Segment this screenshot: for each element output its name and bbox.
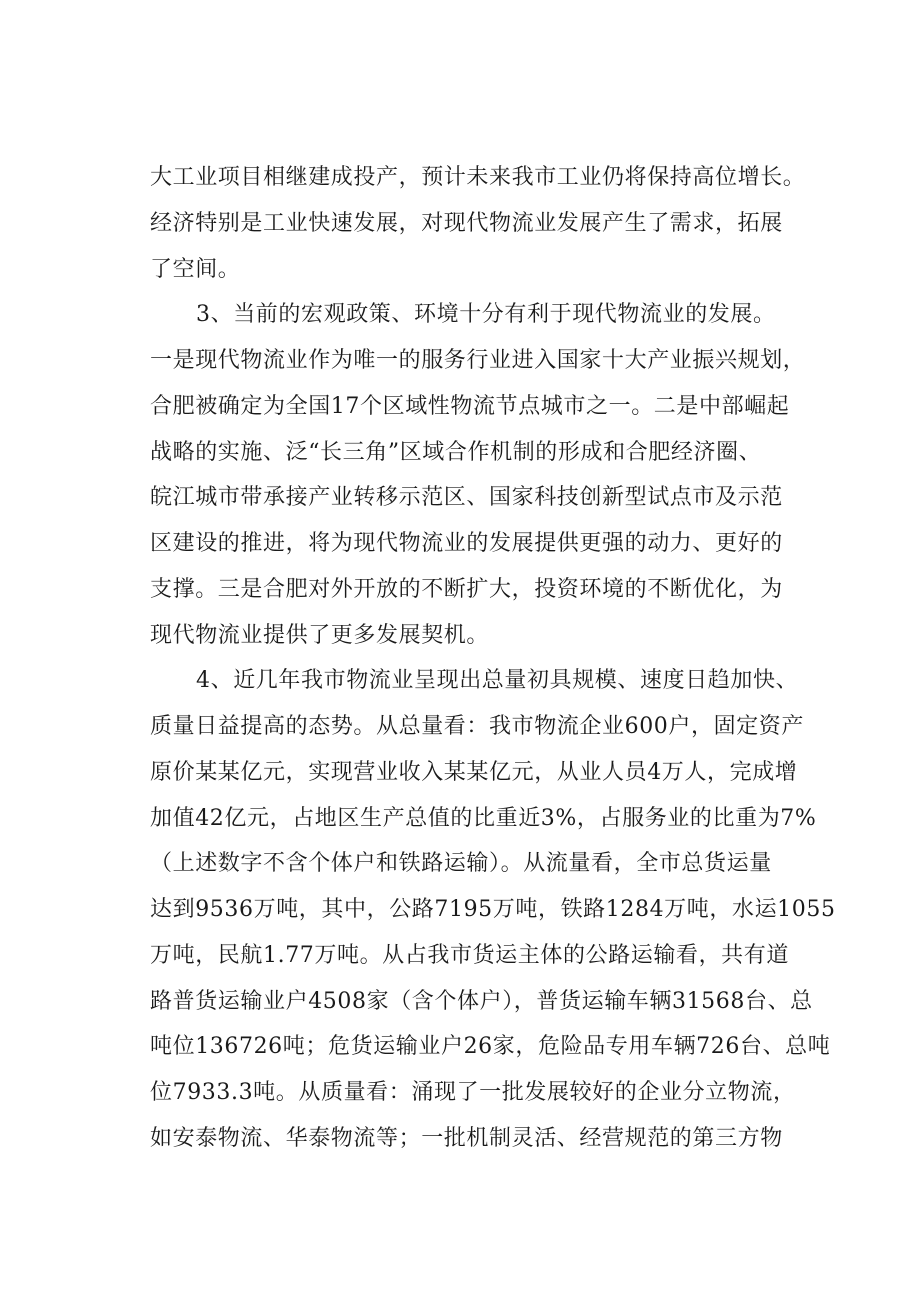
text-line: 质量日益提高的态势。从总量看：我市物流企业600户，固定资产	[150, 714, 804, 739]
text-line: 合肥被确定为全国17个区域性物流节点城市之一。二是中部崛起	[150, 393, 790, 419]
text-line: 区建设的推进，将为现代物流业的发展提供更强的动力、更好的	[150, 531, 783, 556]
text-line: 支撑。三是合肥对外开放的不断扩大，投资环境的不断优化，为	[150, 576, 783, 602]
text-line: 路普货运输业户4508家（含个体户），普货运输车辆31568台、总	[150, 988, 813, 1014]
text-line: 加值42亿元，占地区生产总值的比重近3%，占服务业的比重为7%	[150, 805, 817, 831]
text-line: 了空间。	[150, 256, 241, 282]
text-line: 原价某某亿元，实现营业收入某某亿元，从业人员4万人，完成增	[150, 759, 798, 785]
paragraph-3-heading-line: 3、当前的宏观政策、环境十分有利于现代物流业的发展。	[196, 302, 776, 328]
body-text	[150, 155, 836, 1162]
text-line: 吨位136726吨；危货运输业户26家，危险品专用车辆726台、总吨	[150, 1034, 831, 1060]
text-line: （上述数字不含个体户和铁路运输）。从流量看，全市总货运量	[150, 851, 772, 877]
text-line: 如安泰物流、华泰物流等；一批机制灵活、经营规范的第三方物	[150, 1125, 783, 1151]
text-line: 皖江城市带承接产业转移示范区、国家科技创新型试点市及示范	[150, 485, 783, 511]
text-line: 达到9536万吨，其中，公路7195万吨，铁路1284万吨，水运1055	[150, 897, 836, 922]
text-line: 战略的实施、泛“长三角”区域合作机制的形成和合肥经济圈、	[150, 439, 762, 465]
text-line: 大工业项目相继建成投产，预计未来我市工业仍将保持高位增长。	[150, 165, 806, 190]
paragraph-4-heading-line: 4、近几年我市物流业呈现出总量初具规模、速度日趋加快、	[196, 668, 799, 694]
text-line: 万吨，民航1.77万吨。从占我市货运主体的公路运输看，共有道	[150, 942, 789, 968]
text-line: 经济特别是工业快速发展，对现代物流业发展产生了需求，拓展	[150, 210, 783, 236]
text-line: 现代物流业提供了更多发展契机。	[150, 622, 490, 648]
text-line: 位7933.3吨。从质量看：涌现了一批发展较好的企业分立物流，	[150, 1080, 796, 1105]
text-line: 一是现代物流业作为唯一的服务行业进入国家十大产业振兴规划，	[150, 348, 806, 373]
